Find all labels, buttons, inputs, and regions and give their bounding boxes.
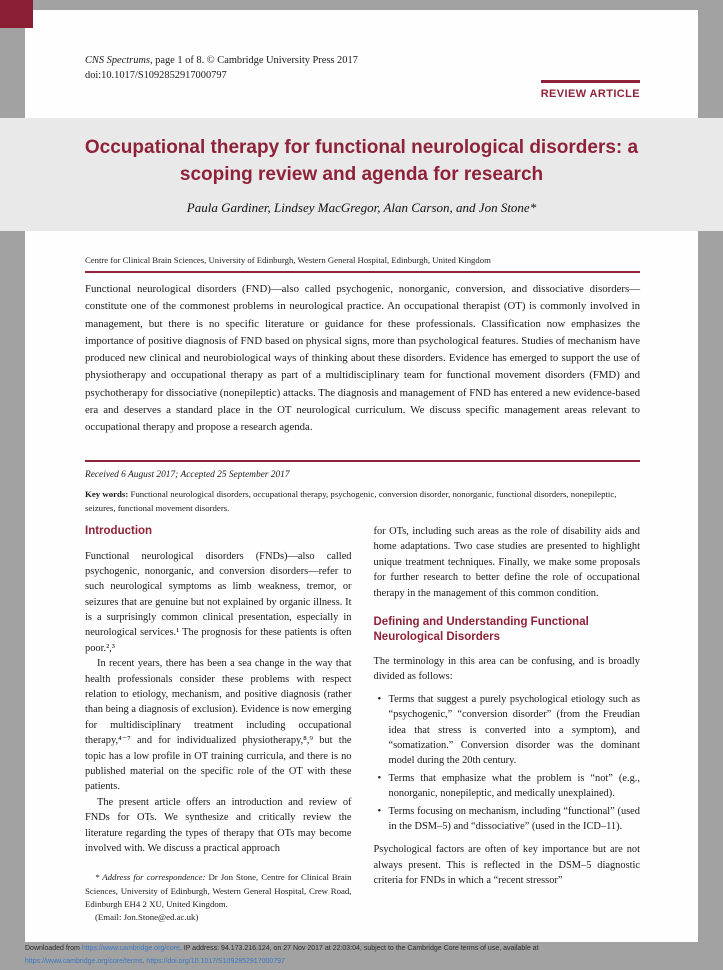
article-type-label: REVIEW ARTICLE xyxy=(541,80,640,100)
footer-line-1 xyxy=(25,943,720,956)
doi-link[interactable]: https://doi.org/10.1017/S1092852917000797 xyxy=(146,957,285,965)
footnote-text: Dr Jon Stone, Centre for Clinical Brain Sciences, University of Edinburgh, Western General Hospital, Crew Road, Edinburgh EH4 2 XU, United Kingdom. xyxy=(85,872,352,909)
divider-rule-bottom xyxy=(85,460,640,462)
footer-line-2 xyxy=(25,956,720,969)
download-footer xyxy=(25,943,720,968)
keywords-label: Key words: xyxy=(85,489,129,499)
footnote-label: * Address for correspondence: xyxy=(95,872,206,883)
bullet-item: • Terms that suggest a purely psychological etiology such as “psychogenic,” “conversion disorder” (from the Freudian idea that stress is converted into a symptom), and “somatization.” Conversion disorder was the dominant model during the 20th century. xyxy=(378,692,641,769)
footer-text: . IP address: 94.173.216.124, on 27 Nov 2017 at 22:03:04, subject to the Cambridge Core terms of use, available at xyxy=(179,945,539,952)
abstract-paragraph: Functional neurological disorders (FND)—also called psychogenic, nonorganic, conversion, and dissociative disorders—constitute one of the commonest problems in neurological practice. An occupational therapist (OT) is commonly involved in management, but there is no specific literature or guidance for these professionals. Classification now emphasizes the importance of positive diagnosis of FND based on physical signs, more than psychological features. Studies of mechanism have produced new clinical and neurobiological ways of thinking about these disorders. Evidence has emerged to support the use of physiotherapy and occupational therapy as part of a multidisciplinary team for functional movement disorders (FMD) and psychotherapy for dissociative (nonepileptic) attacks. The diagnosis and management of FND has entered a new evidence-based era and deserves a standard place in the OT neurological curriculum. We discuss specific management areas relevant to occupational therapy and propose a research agenda. xyxy=(85,283,640,434)
article-type-block xyxy=(541,80,640,102)
two-column-body xyxy=(85,524,640,924)
footnote-email: (Email: Jon.Stone@ed.ac.uk) xyxy=(95,911,199,922)
right-column xyxy=(374,524,641,924)
intro-paragraph-1: Functional neurological disorders (FNDs)—also called psychogenic, nonorganic, and conversion disorders—refer to such neurological symptoms as limb weakness, tremor, or seizures that are genuine but not explained by organic illness. It is a surprisingly common clinical presentation, especially in neurological services.¹ The prognosis for these patients is often poor.²,³ xyxy=(85,550,352,654)
footer-text: Downloaded from xyxy=(25,945,82,952)
left-column xyxy=(85,524,352,924)
corner-marker xyxy=(0,0,33,28)
footer-text: . xyxy=(142,957,147,965)
journal-name: CNS Spectrums xyxy=(85,55,150,66)
footnote-body xyxy=(85,871,352,911)
continued-paragraph: for OTs, including such areas as the role of disability aids and home adaptations. Two case studies are presented to highlight unique treatment techniques. Finally, we make some proposals for further research to better define the role of occupational therapy in the management of this common condition. xyxy=(373,526,640,599)
authors-line: Paula Gardiner, Lindsey MacGregor, Alan Carson, and Jon Stone* xyxy=(186,199,537,215)
bullet-item: • Terms focusing on mechanism, including “functional” (used in the DSM–5) and “dissociative” (used in the ICD–11). xyxy=(378,804,641,835)
terms-of-use-link[interactable]: https://www.cambridge.org/core/terms xyxy=(25,957,143,965)
correspondence-footnote xyxy=(85,871,352,924)
title-band xyxy=(0,118,723,231)
defining-section-heading: Defining and Understanding Functional Neurological Disorders xyxy=(373,615,589,644)
doi-line: doi:10.1017/S1092852917000797 xyxy=(85,70,227,81)
bullet-item: • Terms that emphasize what the problem is “not” (e.g., nonorganic, nonepileptic, and medically unexplained). xyxy=(378,771,641,802)
intro-paragraph-2: In recent years, there has been a sea change in the way that health professionals consider these problems with respect relation to etiology, mechanism, and positive diagnosis (rather than being a diagnosis of exclusion). Evidence is now emerging for multidisciplinary treatment including occupational therapy,⁴⁻⁷ and for individualized physiotherapy,⁸,⁹ but the topic has a low profile in OT training curricula, and there is no published material on the specific role of the OT with these patients. xyxy=(85,658,352,793)
journal-citation xyxy=(85,55,358,66)
intro-paragraph-3: The present article offers an introduction and review of FNDs for OTs. We synthesize and critically review the literature regarding the types of therapy that OTs may become involved with. We discuss a practical approach xyxy=(85,796,352,854)
introduction-heading: Introduction xyxy=(85,525,153,537)
terminology-intro-paragraph: The terminology in this area can be confusing, and is broadly divided as follows: xyxy=(373,655,640,683)
psychological-factors-paragraph: Psychological factors are often of key importance but are not always present. This is reflected in the DSM–5 diagnostic criteria for FNDs in which a “recent stressor” xyxy=(373,844,640,887)
affiliation: Centre for Clinical Brain Sciences, University of Edinburgh, Western General Hospital, Edinburgh, United Kingdom xyxy=(85,255,491,265)
cambridge-core-link[interactable]: https://www.cambridge.org/core xyxy=(81,945,180,952)
keywords-text: Functional neurological disorders, occupational therapy, psychogenic, conversion disorder, nonorganic, functional disorders, nonepileptic, seizures, functional movement disorders. xyxy=(85,489,617,513)
received-accepted-line: Received 6 August 2017; Accepted 25 September 2017 xyxy=(85,470,290,480)
divider-rule-top xyxy=(85,271,640,273)
journal-citation-rest: , page 1 of 8. © Cambridge University Press 2017 xyxy=(149,55,358,66)
terminology-bullet-list xyxy=(378,692,641,835)
article-title: Occupational therapy for functional neurological disorders: a scoping review and agenda for research xyxy=(84,137,639,185)
keywords-line xyxy=(85,488,640,515)
